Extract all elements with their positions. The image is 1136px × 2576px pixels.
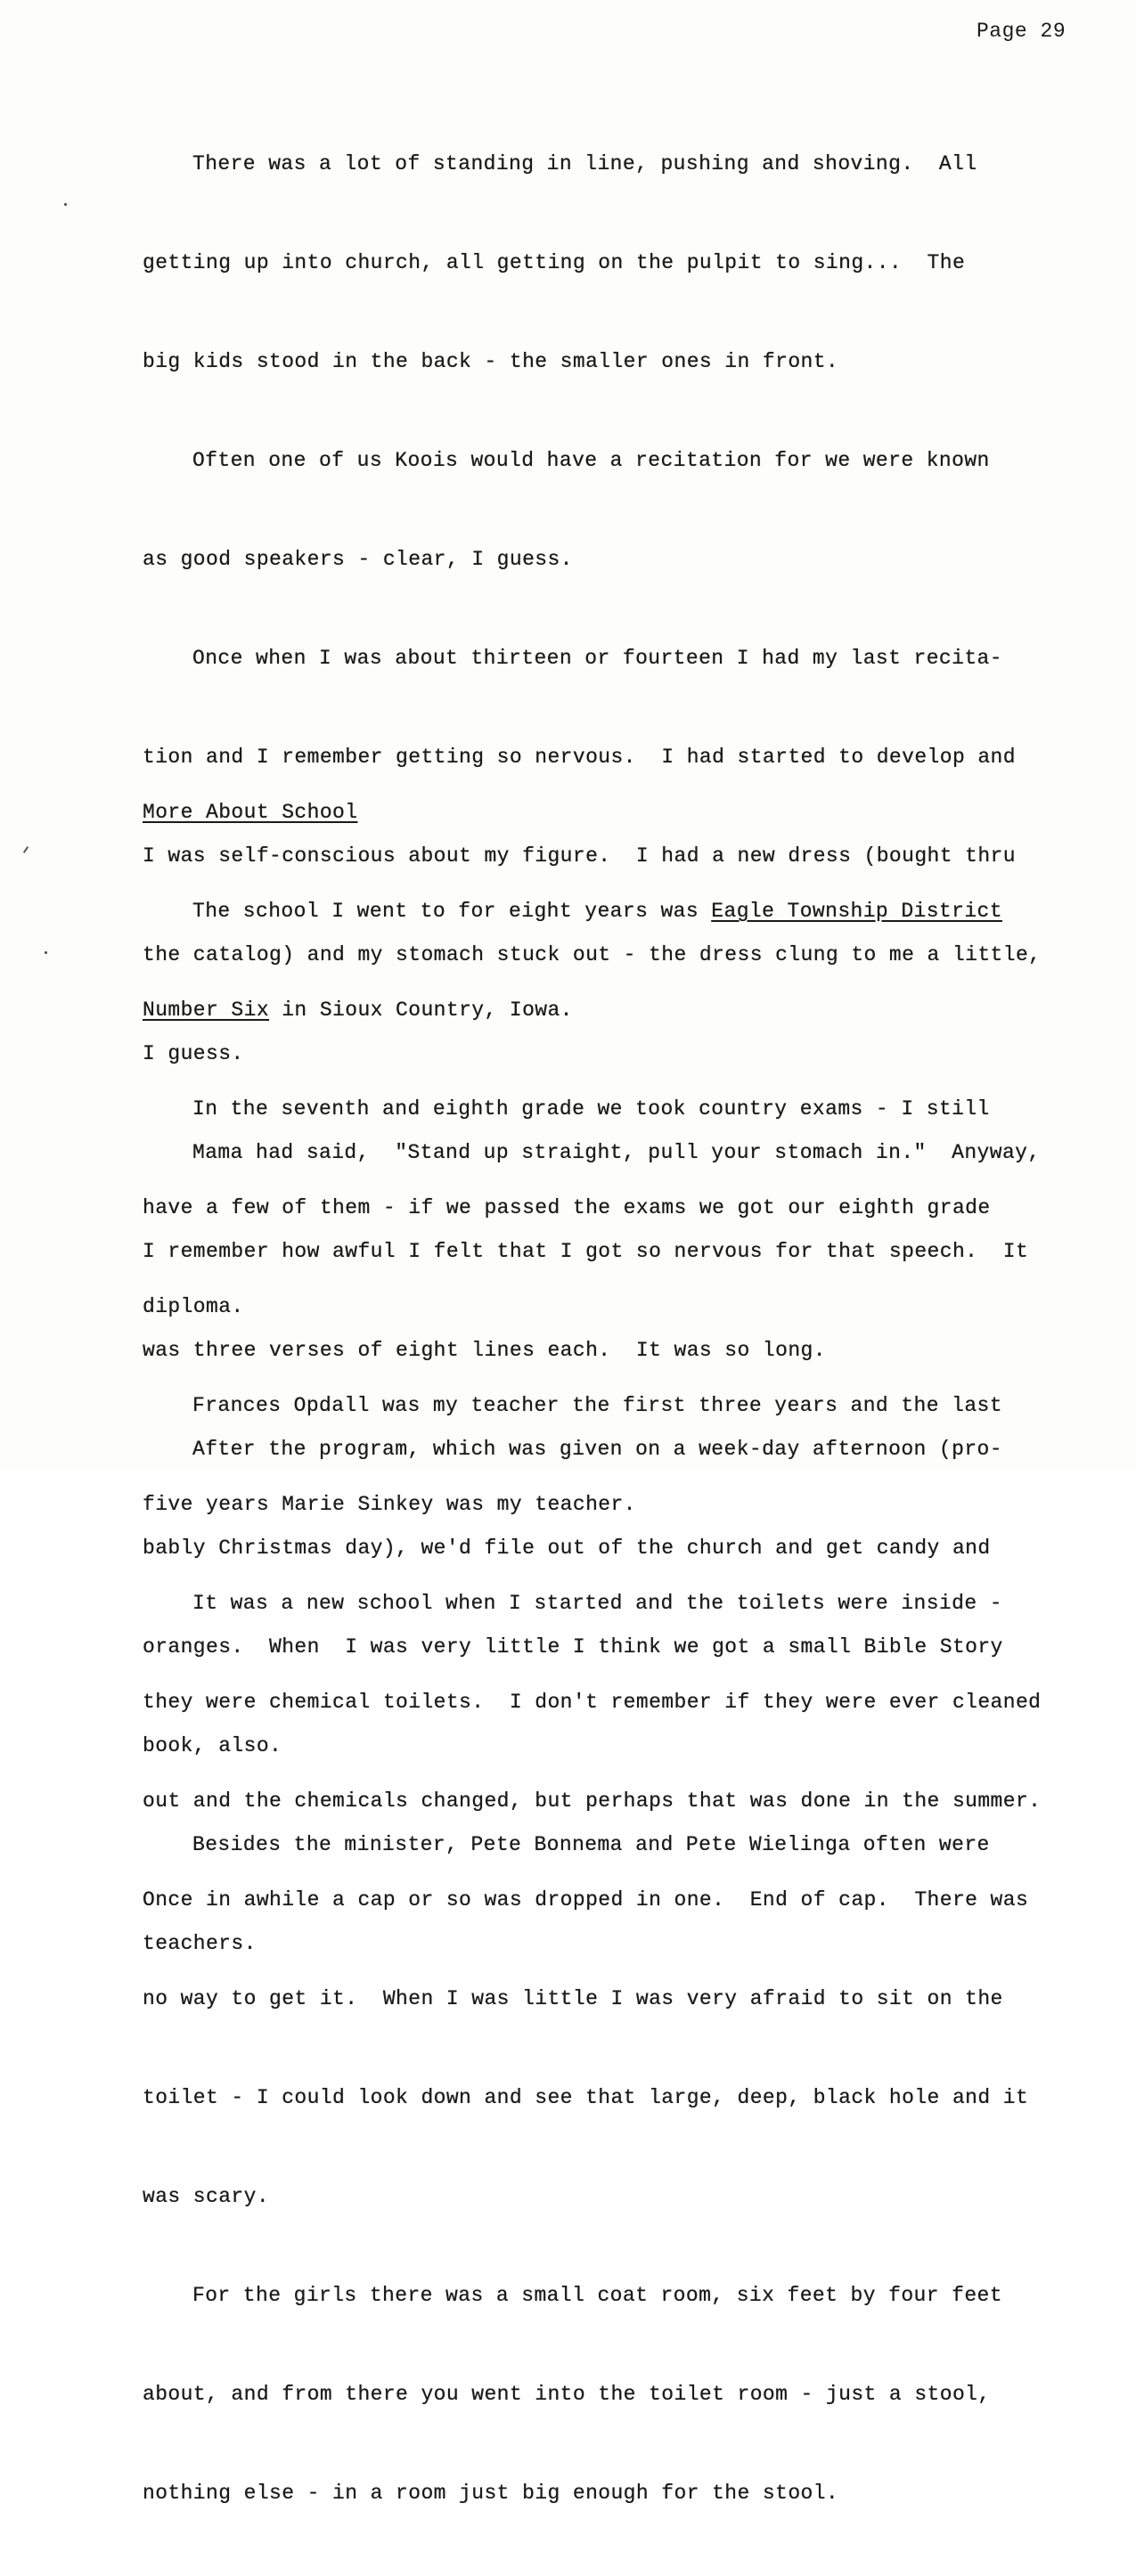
text-line: tion and I remember getting so nervous. I had started to develop and [143,746,1016,769]
text-line: book, also. [143,1734,282,1757]
text-line: I was self-conscious about my figure. I had a new dress (bought thru [143,844,1016,868]
text-line: I remember how awful I felt that I got so nervous for that speech. It [143,1240,1029,1263]
text-line: about, and from there you went into the toilet room - just a stool, [143,2383,991,2406]
text-line: There was a lot of standing in line, pushing and shoving. All [192,152,977,175]
text-line: Once in awhile a cap or so was dropped in one. End of cap. There was [143,1888,1029,1912]
text-line: Once when I was about thirteen or fourteen I had my last recita- [192,647,1002,670]
text-line: In the seventh and eighth grade we took country exams - I still [192,1097,990,1121]
text-line: diploma. [143,1295,244,1318]
scan-speck [64,203,67,206]
text-line [143,895,1105,928]
text-line: getting up into church, all getting on the pulpit to sing... The [143,251,966,274]
scan-speck [45,951,47,954]
school-name-underlined: Eagle Township District [711,900,1002,923]
text-line: After the program, which was given on a week-day afternoon (pro- [192,1438,1002,1461]
text-line: For the girls there was a small coat room, six feet by four feet [192,2284,1002,2307]
text-fragment: The school I went to for eight years was [192,900,712,923]
text-line: nothing else - in a room just big enough for the stool. [143,2482,839,2505]
section-more-about-school [143,730,1105,2576]
text-line: Often one of us Koois would have a recitation for we were known [192,449,990,472]
page-number: Page 29 [977,20,1067,43]
text-line: as good speakers - clear, I guess. [143,548,573,571]
text-line: big kids stood in the back - the smaller ones in front. [143,350,839,373]
text-line: Besides the minister, Pete Bonnema and Pete Wielinga often were [192,1833,990,1856]
school-name-underlined: Number Six [143,999,270,1022]
text-line: the catalog) and my stomach stuck out - the dress clung to me a little, [143,943,1042,966]
text-line: bably Christmas day), we'd file out of the church and get candy and [143,1537,991,1560]
text-line: Mama had said, "Stand up straight, pull your stomach in." Anyway, [192,1141,1041,1164]
text-line: Frances Opdall was my teacher the first three years and the last [192,1394,1002,1417]
text-line: It was a new school when I started and the toilets were inside - [192,1592,1002,1615]
text-line: have a few of them - if we passed the exams we got our eighth grade [143,1196,991,1219]
text-line: they were chemical toilets. I don't remember if they were ever cleaned [143,1691,1042,1714]
text-fragment: in Sioux Country, Iowa. [269,999,573,1022]
text-line: I guess. [143,1042,244,1065]
text-line: teachers. [143,1932,257,1955]
text-line: out and the chemicals changed, but perhaps that was done in the summer. [143,1789,1042,1813]
section-heading-text: More About School [143,801,358,824]
text-line [143,994,1105,1027]
text-line: toilet - I could look down and see that large, deep, black hole and it [143,2086,1029,2109]
scan-speck [23,846,29,853]
text-line: was scary. [143,2185,270,2208]
text-line: oranges. When I was very little I think we got a small Bible Story [143,1635,1003,1659]
text-line: was three verses of eight lines each. It was so long. [143,1339,826,1362]
text-line: no way to get it. When I was little I was very afraid to sit on the [143,1987,1003,2010]
section-heading [143,796,1105,829]
text-line: five years Marie Sinkey was my teacher. [143,1493,636,1516]
